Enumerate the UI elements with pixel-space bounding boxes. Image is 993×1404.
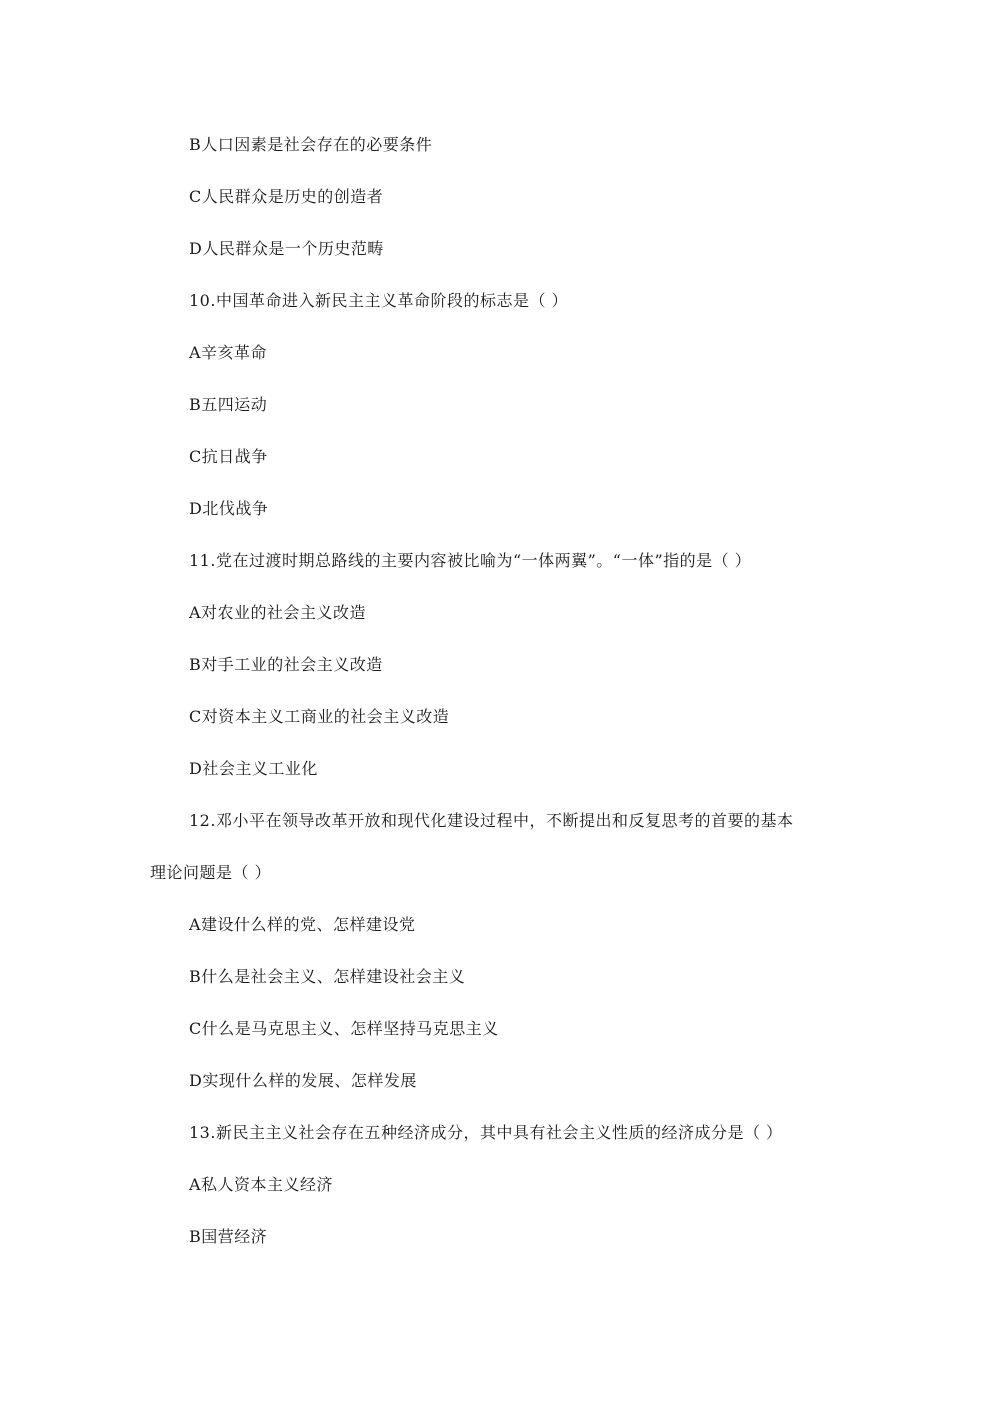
option-12a: A建设什么样的党、怎样建设党 [189, 915, 416, 934]
option-12b: B什么是社会主义、怎样建设社会主义 [189, 967, 466, 986]
option-12c: C什么是马克思主义、怎样坚持马克思主义 [189, 1019, 499, 1038]
option-9d: D人民群众是一个历史范畴 [189, 239, 384, 258]
option-13b: B国营经济 [189, 1227, 268, 1246]
question-11: 11.党在过渡时期总路线的主要内容被比喻为“一体两翼”。“一体”指的是（ ） [189, 551, 752, 570]
option-11b: B对手工业的社会主义改造 [189, 655, 383, 674]
option-11d: D社会主义工业化 [189, 759, 318, 778]
option-10b: B五四运动 [189, 395, 268, 414]
option-9b: B人口因素是社会存在的必要条件 [189, 135, 433, 154]
option-10a: A辛亥革命 [189, 343, 268, 362]
question-12-continuation: 理论问题是（ ） [150, 863, 272, 882]
question-10: 10.中国革命进入新民主主义革命阶段的标志是（ ） [189, 291, 569, 310]
question-13: 13.新民主主义社会存在五种经济成分，其中具有社会主义性质的经济成分是（ ） [189, 1123, 783, 1142]
option-13a: A私人资本主义经济 [189, 1175, 334, 1194]
option-11c: C对资本主义工商业的社会主义改造 [189, 707, 450, 726]
question-12: 12.邓小平在领导改革开放和现代化建设过程中，不断提出和反复思考的首要的基本 [189, 811, 794, 830]
option-11a: A对农业的社会主义改造 [189, 603, 367, 622]
option-9c: C人民群众是历史的创造者 [189, 187, 384, 206]
option-10d: D北伐战争 [189, 499, 269, 518]
option-10c: C抗日战争 [189, 447, 268, 466]
option-12d: D实现什么样的发展、怎样发展 [189, 1071, 417, 1090]
